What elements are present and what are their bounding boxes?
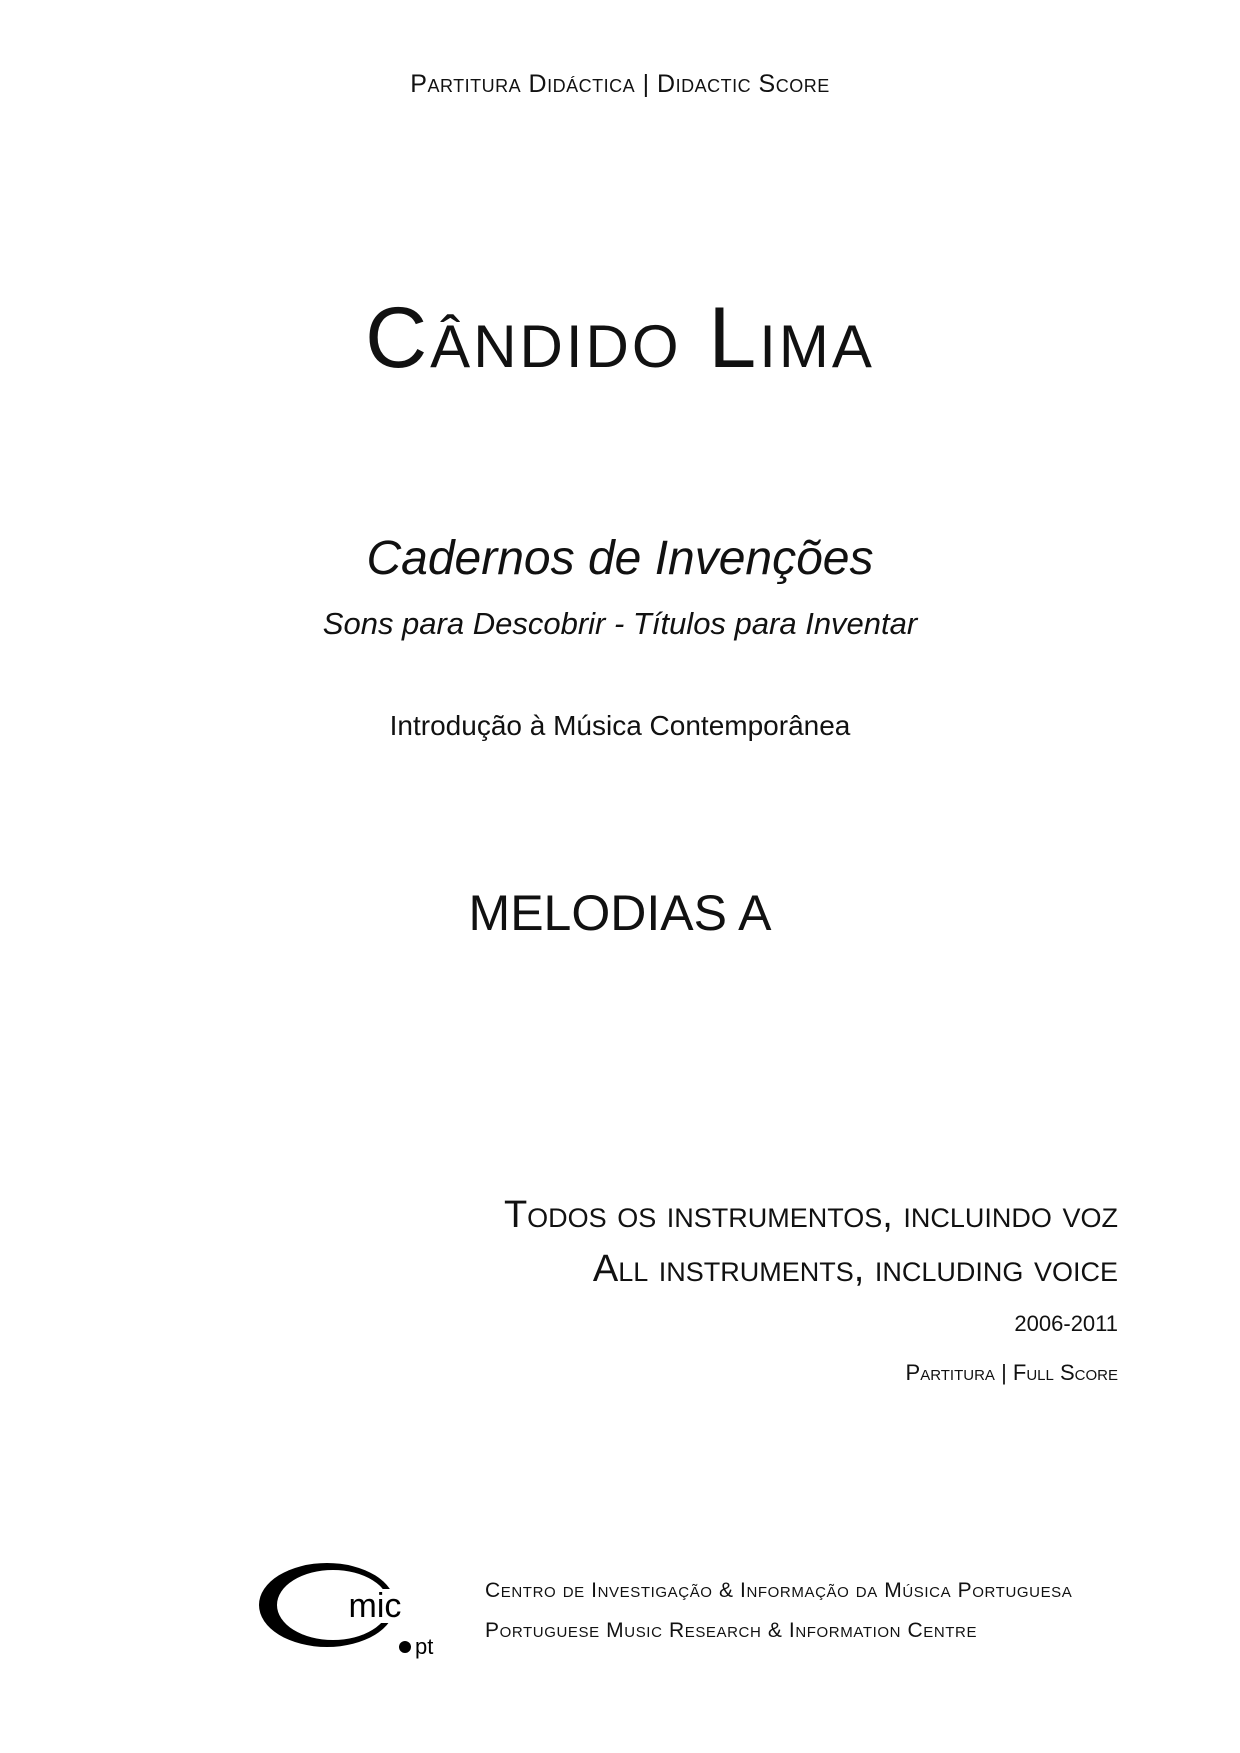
score-separator: | bbox=[1001, 1360, 1007, 1385]
logo-text: mic bbox=[348, 1587, 402, 1625]
score-label-pt: Partitura bbox=[905, 1360, 995, 1385]
header-label-pt: Partitura Didáctica bbox=[410, 70, 636, 98]
piece-title: MELODIAS A bbox=[468, 885, 772, 941]
mic-logo bbox=[255, 1555, 455, 1667]
instrumentation-en: All instruments, including voice bbox=[592, 1248, 1118, 1290]
work-subtitle: Sons para Descobrir - Títulos para Inventar bbox=[322, 606, 918, 641]
score-type bbox=[906, 1362, 1118, 1384]
organization-name-en: Portuguese Music Research & Information Centre bbox=[485, 1619, 978, 1642]
organization-name-pt: Centro de Investigação & Informação da Música Portuguesa bbox=[485, 1579, 1073, 1602]
logo-suffix: pt bbox=[415, 1634, 434, 1659]
logo-dot bbox=[399, 1641, 411, 1653]
work-title: Cadernos de Invenções bbox=[366, 532, 874, 585]
header-separator: | bbox=[642, 70, 650, 98]
composition-years: 2006-2011 bbox=[1014, 1311, 1118, 1336]
composer-name: Cândido Lima bbox=[365, 290, 875, 386]
instrumentation-pt: Todos os instrumentos, incluindo voz bbox=[503, 1194, 1118, 1236]
document-header bbox=[0, 70, 1240, 99]
header-label-en: Didactic Score bbox=[657, 70, 830, 98]
score-label-en: Full Score bbox=[1012, 1360, 1118, 1385]
work-intro: Introdução à Música Contemporânea bbox=[389, 710, 851, 741]
